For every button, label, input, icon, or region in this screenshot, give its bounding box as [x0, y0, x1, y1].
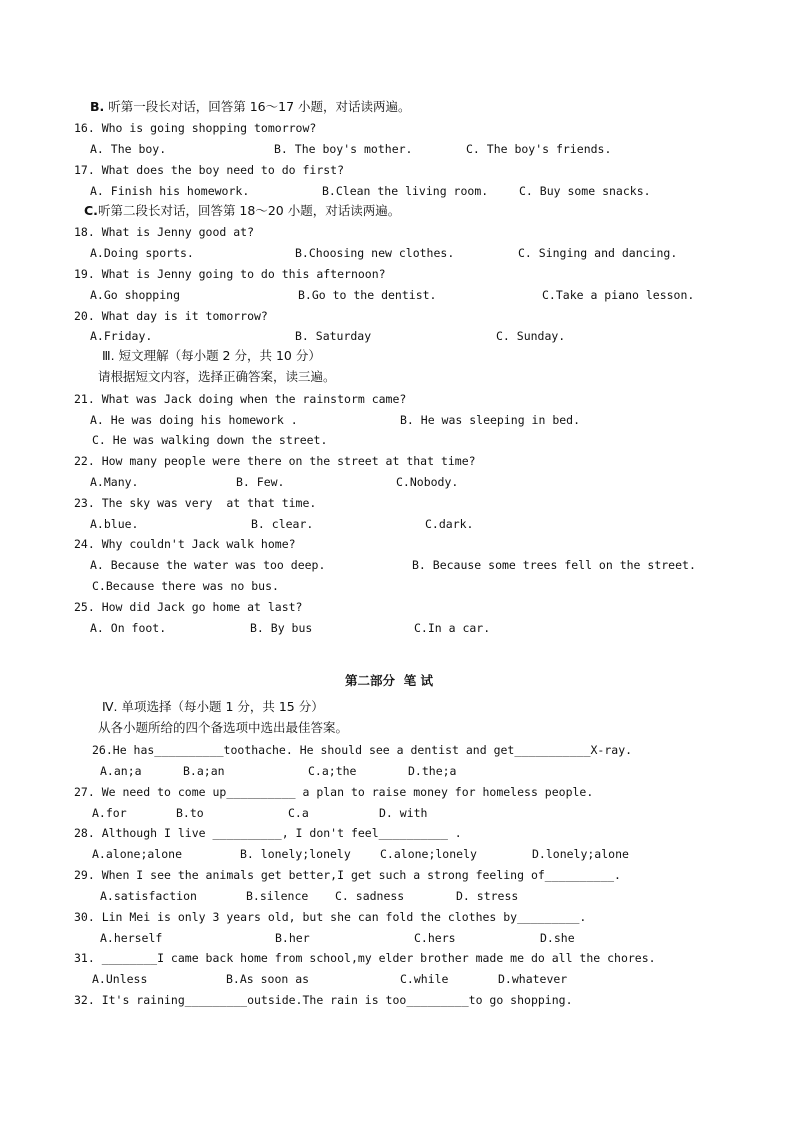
q30-option-b[interactable]: B.her — [275, 931, 310, 945]
q27-option-c[interactable]: C.a — [288, 806, 309, 820]
section-c-text: 听第二段长对话，回答第 18～20 小题，对话读两遍。 — [97, 203, 401, 218]
part-2-title: 第二部分 笔 试 — [345, 673, 434, 688]
q20-option-c[interactable]: C. Sunday. — [496, 329, 566, 343]
section-b-letter: B. — [90, 99, 105, 114]
q23-stem: 23. The sky was very at that time. — [74, 496, 317, 510]
q24-option-a[interactable]: A. Because the water was too deep. — [90, 558, 326, 572]
q20-option-a[interactable]: A.Friday. — [90, 329, 153, 343]
q29-option-a[interactable]: A.satisfaction — [100, 889, 197, 903]
q18-option-a[interactable]: A.Doing sports. — [90, 246, 194, 260]
q31-option-d[interactable]: D.whatever — [498, 972, 568, 986]
q28-option-b[interactable]: B. lonely;lonely — [240, 847, 351, 861]
q22-option-b[interactable]: B. Few. — [236, 475, 285, 489]
q24-stem: 24. Why couldn't Jack walk home? — [74, 537, 296, 551]
q27-stem: 27. We need to come up__________ a plan to raise money for homeless people. — [74, 785, 594, 799]
q29-stem: 29. When I see the animals get better,I get such a strong feeling of__________. — [74, 868, 621, 882]
section-4-instruction: 从各小题所给的四个备选项中选出最佳答案。 — [98, 720, 349, 735]
q22-stem: 22. How many people were there on the street at that time? — [74, 454, 476, 468]
q16-option-c[interactable]: C. The boy's friends. — [466, 142, 612, 156]
q26-option-d[interactable]: D.the;a — [408, 764, 457, 778]
q21-option-b[interactable]: B. He was sleeping in bed. — [400, 413, 581, 427]
q18-stem: 18. What is Jenny good at? — [74, 225, 255, 239]
q25-option-c[interactable]: C.In a car. — [414, 621, 491, 635]
q22-option-c[interactable]: C.Nobody. — [396, 475, 459, 489]
q25-stem: 25. How did Jack go home at last? — [74, 600, 303, 614]
q26-option-a[interactable]: A.an;a — [100, 764, 142, 778]
q25-option-b[interactable]: B. By bus — [250, 621, 313, 635]
q22-option-a[interactable]: A.Many. — [90, 475, 139, 489]
q19-stem: 19. What is Jenny going to do this afternoon? — [74, 267, 386, 281]
q31-option-a[interactable]: A.Unless — [92, 972, 148, 986]
section-3-heading: Ⅲ. 短文理解（每小题 2 分，共 10 分） — [102, 348, 321, 363]
section-b-heading — [90, 100, 411, 114]
q27-option-a[interactable]: A.for — [92, 806, 127, 820]
q29-option-d[interactable]: D. stress — [456, 889, 519, 903]
q29-option-c[interactable]: C. sadness — [335, 889, 405, 903]
q23-option-c[interactable]: C.dark. — [425, 517, 474, 531]
section-c-heading — [84, 204, 400, 218]
q31-option-b[interactable]: B.As soon as — [226, 972, 310, 986]
q29-option-b[interactable]: B.silence — [246, 889, 309, 903]
q28-stem: 28. Although I live __________, I don't feel__________ . — [74, 826, 462, 840]
q16-option-a[interactable]: A. The boy. — [90, 142, 167, 156]
q30-option-d[interactable]: D.she — [540, 931, 575, 945]
q18-option-c[interactable]: C. Singing and dancing. — [518, 246, 678, 260]
q19-option-a[interactable]: A.Go shopping — [90, 288, 181, 302]
q31-option-c[interactable]: C.while — [400, 972, 449, 986]
section-3-instruction: 请根据短文内容，选择正确答案，读三遍。 — [98, 369, 336, 384]
q17-stem: 17. What does the boy need to do first? — [74, 163, 345, 177]
section-c-letter: C. — [84, 203, 98, 218]
q30-option-c[interactable]: C.hers — [414, 931, 456, 945]
q17-option-b[interactable]: B.Clean the living room. — [322, 184, 489, 198]
q31-stem: 31. ________I came back home from school,my elder brother made me do all the chores. — [74, 951, 656, 965]
q18-option-b[interactable]: B.Choosing new clothes. — [295, 246, 455, 260]
section-b-text: 听第一段长对话，回答第 16～17 小题，对话读两遍。 — [104, 99, 411, 114]
q21-stem: 21. What was Jack doing when the rainstorm came? — [74, 392, 407, 406]
q23-option-a[interactable]: A.blue. — [90, 517, 139, 531]
q23-option-b[interactable]: B. clear. — [251, 517, 314, 531]
q32-stem: 32. It's raining_________outside.The rain is too_________to go shopping. — [74, 993, 573, 1007]
q16-option-b[interactable]: B. The boy's mother. — [274, 142, 413, 156]
q19-option-b[interactable]: B.Go to the dentist. — [298, 288, 437, 302]
q27-option-b[interactable]: B.to — [176, 806, 204, 820]
section-4-heading: Ⅳ. 单项选择（每小题 1 分，共 15 分） — [102, 699, 324, 714]
q19-option-c[interactable]: C.Take a piano lesson. — [542, 288, 695, 302]
q28-option-d[interactable]: D.lonely;alone — [532, 847, 629, 861]
q17-option-a[interactable]: A. Finish his homework. — [90, 184, 250, 198]
q25-option-a[interactable]: A. On foot. — [90, 621, 167, 635]
q16-stem: 16. Who is going shopping tomorrow? — [74, 121, 317, 135]
q28-option-c[interactable]: C.alone;lonely — [380, 847, 477, 861]
q30-option-a[interactable]: A.herself — [100, 931, 163, 945]
q21-option-c[interactable]: C. He was walking down the street. — [92, 433, 328, 447]
q24-option-b[interactable]: B. Because some trees fell on the street. — [412, 558, 696, 572]
q20-option-b[interactable]: B. Saturday — [295, 329, 372, 343]
q28-option-a[interactable]: A.alone;alone — [92, 847, 183, 861]
q26-option-b[interactable]: B.a;an — [183, 764, 225, 778]
q27-option-d[interactable]: D. with — [379, 806, 428, 820]
q26-option-c[interactable]: C.a;the — [308, 764, 357, 778]
q30-stem: 30. Lin Mei is only 3 years old, but she can fold the clothes by_________. — [74, 910, 587, 924]
q21-option-a[interactable]: A. He was doing his homework . — [90, 413, 298, 427]
q26-stem: 26.He has__________toothache. He should see a dentist and get___________X-ray. — [92, 743, 633, 757]
q20-stem: 20. What day is it tomorrow? — [74, 309, 268, 323]
q24-option-c[interactable]: C.Because there was no bus. — [92, 579, 279, 593]
q17-option-c[interactable]: C. Buy some snacks. — [519, 184, 651, 198]
